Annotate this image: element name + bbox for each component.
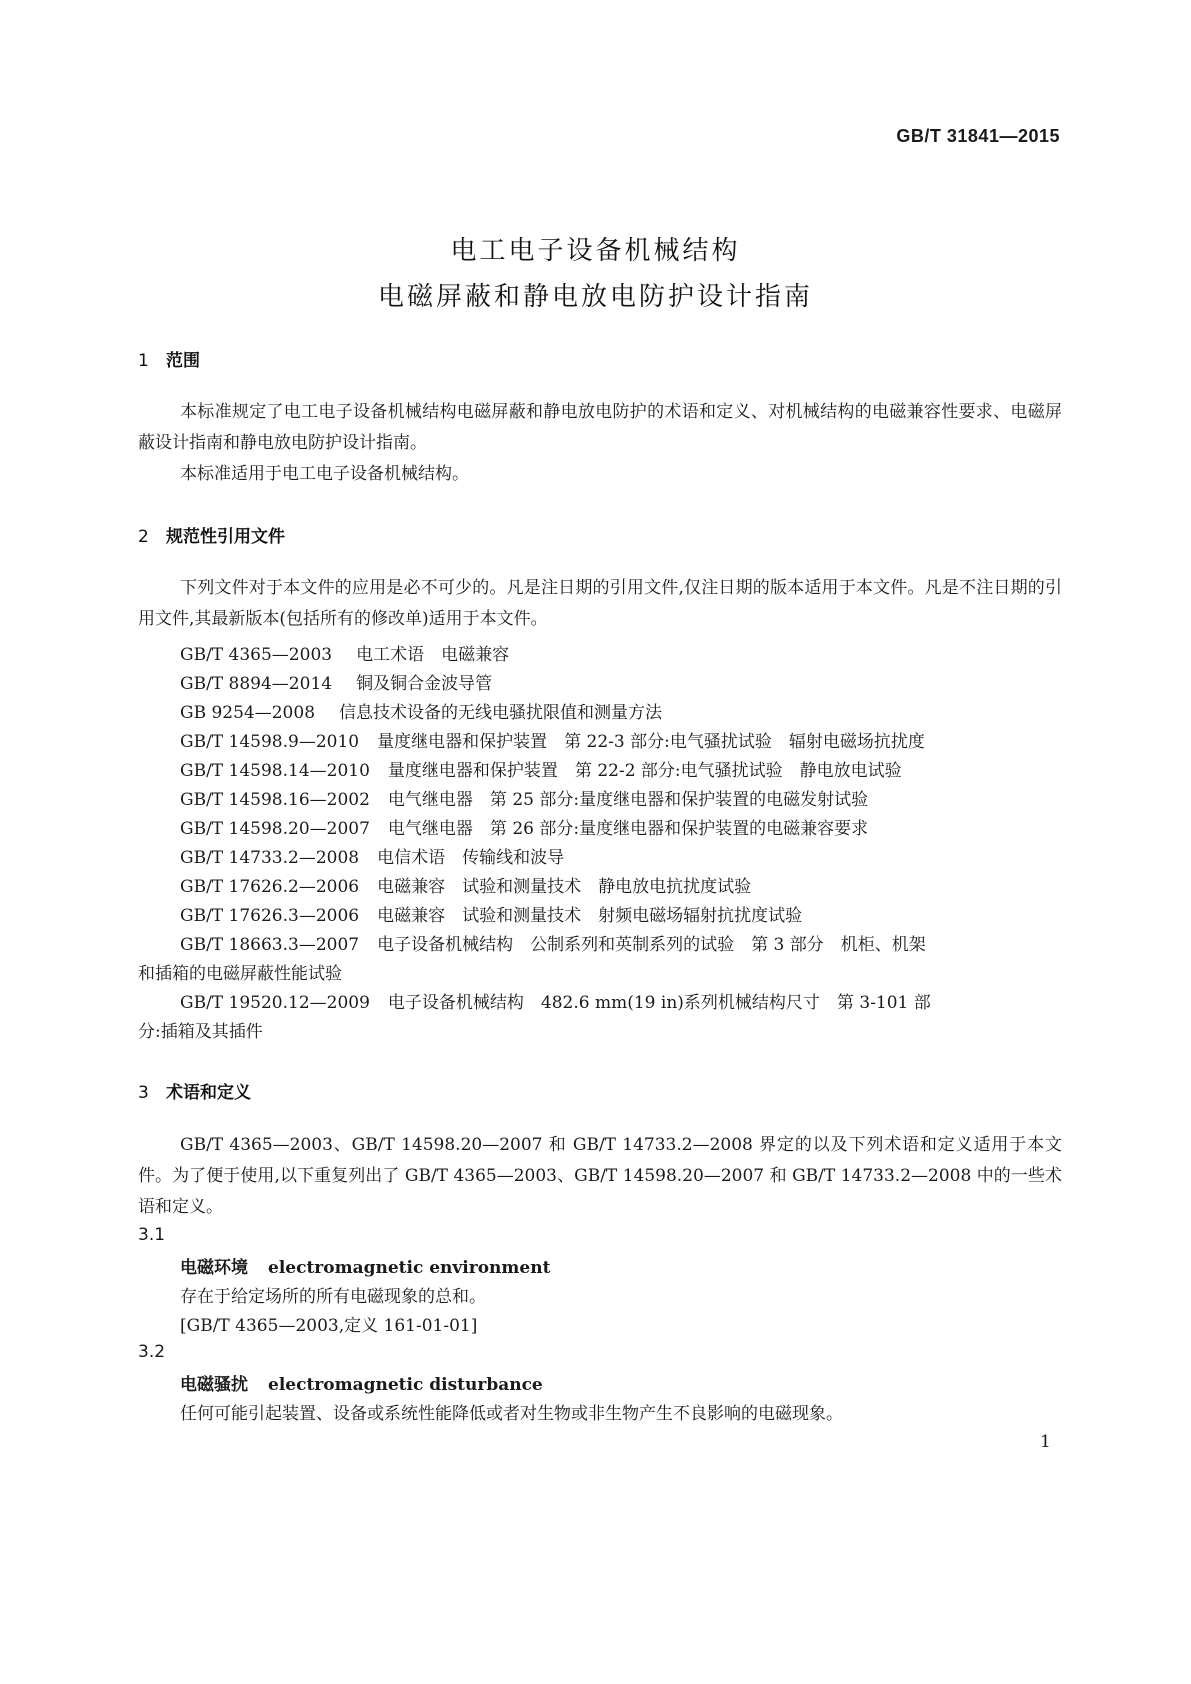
ref-item <box>180 640 1062 665</box>
term-zh: 电磁环境 <box>180 1258 248 1278</box>
term-definition: 存在于给定场所的所有电磁现象的总和。 <box>180 1287 486 1307</box>
ref-code: GB/T 14598.20—2007 <box>180 819 370 839</box>
ref-code: GB/T 14598.14—2010 <box>180 761 370 781</box>
ref-code: GB 9254—2008 <box>180 703 316 723</box>
section-title: 规范性引用文件 <box>166 527 285 547</box>
ref-title: 量度继电器和保护装置 第 22-3 部分:电气骚扰试验 辐射电磁场抗扰度 <box>377 732 925 752</box>
section-number: 1 <box>138 351 149 371</box>
term-number: 3.1 <box>138 1225 166 1245</box>
scope-paragraph-1: 本标准规定了电工电子设备机械结构电磁屏蔽和静电放电防护的术语和定义、对机械结构的电磁兼容性要求、电磁屏蔽设计指南和静电放电防护设计指南。 <box>138 402 1062 453</box>
term-heading <box>180 1253 550 1278</box>
term-source: [GB/T 4365—2003,定义 161-01-01] <box>180 1316 478 1336</box>
section-title: 术语和定义 <box>166 1083 251 1103</box>
ref-code: GB/T 14733.2—2008 <box>180 848 360 868</box>
ref-item-continuation: 分:插箱及其插件 <box>138 1022 263 1042</box>
section-title: 范围 <box>166 351 200 371</box>
ref-item <box>180 727 1062 752</box>
ref-item <box>180 872 1062 897</box>
scope-paragraph-2: 本标准适用于电工电子设备机械结构。 <box>180 464 469 484</box>
terms-intro: GB/T 4365—2003、GB/T 14598.20—2007 和 GB/T 14733.2—2008 界定的以及下列术语和定义适用于本文件。为了便于使用,以下重复列出了 GB/T 4365—2003、GB/T 14598.20—2007 和 GB/T 14733.2—2008 中的一些术语和定义。 <box>138 1135 1062 1217</box>
ref-item-continuation: 和插箱的电磁屏蔽性能试验 <box>138 964 342 984</box>
section-1-heading <box>138 346 200 371</box>
term-zh: 电磁骚扰 <box>180 1375 248 1395</box>
document-title-line2: 电磁屏蔽和静电放电防护设计指南 <box>377 282 813 312</box>
ref-code: GB/T 14598.16—2002 <box>180 790 370 810</box>
ref-item <box>180 756 1062 781</box>
section-3-heading <box>138 1078 251 1103</box>
ref-item <box>180 843 1062 868</box>
term-heading <box>180 1370 543 1395</box>
ref-code: GB/T 17626.3—2006 <box>180 906 360 926</box>
section-number: 3 <box>138 1083 149 1103</box>
ref-item <box>180 988 1062 1013</box>
term-en: electromagnetic disturbance <box>268 1375 543 1395</box>
ref-title: 铜及铜合金波导管 <box>356 674 493 694</box>
ref-title: 量度继电器和保护装置 第 22-2 部分:电气骚扰试验 静电放电试验 <box>387 761 902 781</box>
ref-item <box>180 698 1062 723</box>
term-number: 3.2 <box>138 1342 166 1362</box>
ref-title: 信息技术设备的无线电骚扰限值和测量方法 <box>339 703 663 723</box>
refs-intro: 下列文件对于本文件的应用是必不可少的。凡是注日期的引用文件,仅注日期的版本适用于本文件。凡是不注日期的引用文件,其最新版本(包括所有的修改单)适用于本文件。 <box>138 578 1062 629</box>
ref-code: GB/T 4365—2003 <box>180 645 333 665</box>
ref-title: 电信术语 传输线和波导 <box>377 848 565 868</box>
term-definition: 任何可能引起装置、设备或系统性能降低或者对生物或非生物产生不良影响的电磁现象。 <box>180 1404 843 1424</box>
page-number: 1 <box>1040 1432 1051 1452</box>
ref-code: GB/T 8894—2014 <box>180 674 333 694</box>
ref-code: GB/T 17626.2—2006 <box>180 877 360 897</box>
ref-title: 电子设备机械结构 公制系列和英制系列的试验 第 3 部分 机柜、机架 <box>377 935 926 955</box>
ref-title: 电工术语 电磁兼容 <box>356 645 510 665</box>
ref-title: 电气继电器 第 25 部分:量度继电器和保护装置的电磁发射试验 <box>387 790 869 810</box>
ref-item <box>180 785 1062 810</box>
section-number: 2 <box>138 527 149 547</box>
ref-code: GB/T 19520.12—2009 <box>180 993 370 1013</box>
ref-item <box>180 901 1062 926</box>
ref-item <box>180 814 1062 839</box>
term-en: electromagnetic environment <box>268 1258 551 1278</box>
ref-item <box>180 930 1062 955</box>
ref-item <box>180 669 1062 694</box>
ref-title: 电子设备机械结构 482.6 mm(19 in)系列机械结构尺寸 第 3-101 部 <box>387 993 931 1013</box>
ref-title: 电气继电器 第 26 部分:量度继电器和保护装置的电磁兼容要求 <box>387 819 869 839</box>
ref-code: GB/T 14598.9—2010 <box>180 732 360 752</box>
section-2-heading <box>138 522 285 547</box>
standard-number: GB/T 31841—2015 <box>896 126 1060 146</box>
ref-title: 电磁兼容 试验和测量技术 静电放电抗扰度试验 <box>377 877 752 897</box>
document-title-line1: 电工电子设备机械结构 <box>450 236 741 266</box>
ref-title: 电磁兼容 试验和测量技术 射频电磁场辐射抗扰度试验 <box>377 906 803 926</box>
ref-code: GB/T 18663.3—2007 <box>180 935 360 955</box>
